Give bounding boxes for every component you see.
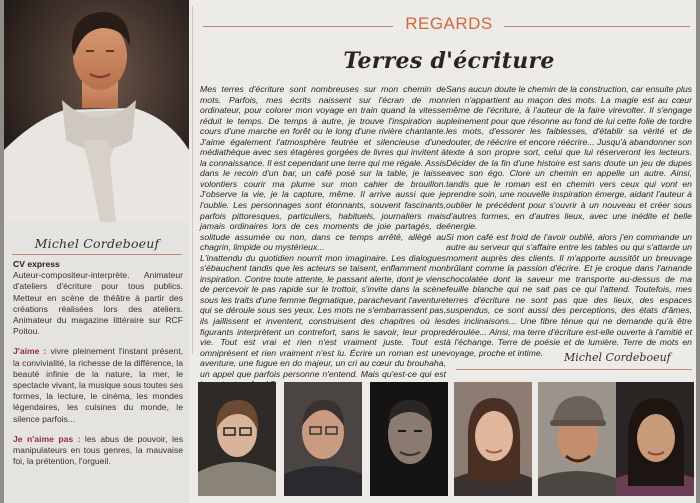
likes-section <box>13 346 183 424</box>
article-title: Terres d'écriture <box>343 48 555 74</box>
paragraph: L'inattendu du quotidien nourrit mon imaginaire. Les dialogues s'ébauchent tandis que les acteurs se taisent, enflamment mon inspiration. Contre toute attente, le passant alerte, dont je viens de percevoir le pas rapide sur le trottoir, s'invite dans la scène sous les traits d'une femme flegmatique, parachevant l'aventure qui se déroule sous ses yeux. Les mots ne s'embarrassent pas, ils jaillissent et inventent, construisent des chapitres où les figurants interprètent un contrefort, sans le savoir, leur propre vie. Tout est vrai et rien n'est vraiment juste. Tout est omniprésent et rien vraiment n'est lu. Écrire un roman est une aventure, une fugue en do majeur, un cri au cœur du brouhaha, un appel que parfois personne n'entend. Mais qu'est-ce qui est <box>200 252 446 379</box>
paragraph: Sans aucun doute le chemin de la construction, car ensuite plus rien n'appartient au maçon des mots. La magie est au cœur même de l'écriture, à l'auteur de la faire virevolter. Il s'engage pleinement pour que résonne au fond de lui cette folie de tordre les mots, d'essorer les faiblesses, d'établir sa vérité et de douter, de réécrire et encore réécrire... Jusqu'à abandonner son texte à son propre sort, celui que lui réserveront les lecteurs. Décider de la fin d'une histoire est sans doute un jeu de dupes avec son égo. Clore un chemin en appelle un autre. Ainsi, tandis que le roman est en chemin vers ceux qui vont en prendre soin, une nouvelle inspiration émerge, aidant l'auteur à oublier le précédent pour s'ouvrir à un nouveau et créer sous d'autres formes, en d'autres lieux, avec une inédite et belle énergie. <box>446 84 692 232</box>
author-sidebar <box>4 0 189 503</box>
signature-rule <box>456 369 692 370</box>
header-rule <box>203 26 393 27</box>
section-label: REGARDS <box>405 14 493 33</box>
portrait-thumbnail <box>370 382 448 496</box>
cv-block <box>13 259 183 476</box>
column-divider <box>192 6 193 354</box>
paragraph: Si mon café est froid de l'avoir oublié, alors j'en commande un autre au serveur qui s'affaire entre les tables ou qui s'attarde un moment auprès des clients. Il m'apporte aussitôt un breuvage brûlant comme la passion d'écrire. Et je croque dans l'amande chocolatée dont la saveur me transporte au-dessus de ma feuille blanche qui ne sait pas ce qui l'attend. Toutefois, mes terres d'écriture ne sont pas que des lieux, des espaces suspendus, ce sont aussi des perceptions, des états d'âmes, des inclinaisons... Une fibre ténue qui ne demande qu'à être déroulée... Ainsi, ma terre d'écriture est-elle ouverte à l'amitié et à l'échange. Terre de poésie et de lumière. Terre de mots en voyage, proche et intime. <box>446 231 692 358</box>
portrait-thumbnail <box>198 382 276 496</box>
cv-section <box>13 259 183 337</box>
divider <box>12 254 182 255</box>
dislikes-section <box>13 434 183 468</box>
dislikes-lead: Je n'aime pas : <box>13 433 81 444</box>
header-rule <box>504 26 690 27</box>
likes-lead: J'aime : <box>13 346 47 357</box>
magazine-page <box>4 0 696 503</box>
portrait-thumbnail <box>538 382 616 496</box>
cv-text: Auteur-compositeur-interprète. Animateur d'ateliers d'écriture pour tous publics. Metteur en scène de théâtre à partir des créations réalisées lors des ateliers. Animateur du magazine littéraire sur RCF Poitou. <box>13 270 183 337</box>
dislikes-text: les abus de pouvoir, les manipulateurs en tous genres, la mauvaise foi, la prétention, l'orgueil. <box>13 433 183 467</box>
article-signature: Michel Cordeboeuf <box>564 351 671 364</box>
likes-text: vivre pleinement l'instant présent, la convivialité, la richesse de la différence, la beauté infinie de la nature, la mer, le spectacle vivant, la musique sous toutes ses formes, la lecture, le cinéma, les mondes légendaires, les cuisines du monde, le silence parfois... <box>13 346 183 424</box>
paragraph: Mes terres d'écriture sont nombreuses sur mon chemin de mots. Parfois, mes écrits naissent sur l'écran de mon ordinateur, pour colorer mon voyage en train quand la vitesse réduit le temps. De temps à autre, je trouve l'inspiration au cours d'une marche en forêt ou le long d'une rivière chantante. J'aime également l'atmosphère feutrée et silencieuse d'une médiathèque avec ses étagères gorgées de livres qui invitent à la connaissance. Il est cependant une terre qui me régale. Assis dans le recoin d'un bar, un café posé sur la table, je laisse volontiers courir ma plume sur mon cahier de brouillon. J'observe la vie, je la capture, même. Il arrive aussi que je l'oublie. Les personnages sont étonnants, souvent fascinants, parfois pittoresques, particuliers, habituels, journaliers mais jamais ordinaires lors de ces moments de joie partagés, de solitude assumée ou non, dans ce temps arrêté, allégé au chagrin, limpide ou mystérieux... <box>200 84 446 253</box>
portrait-thumbnail <box>616 382 694 496</box>
cv-title: CV express <box>13 259 60 269</box>
author-portrait <box>4 0 189 222</box>
article-column-1 <box>200 84 446 390</box>
author-name: Michel Cordeboeuf <box>34 236 160 251</box>
photo-strip <box>192 378 696 503</box>
portrait-thumbnail <box>284 382 362 496</box>
portrait-thumbnail <box>454 382 532 496</box>
article-column-2 <box>446 84 692 358</box>
